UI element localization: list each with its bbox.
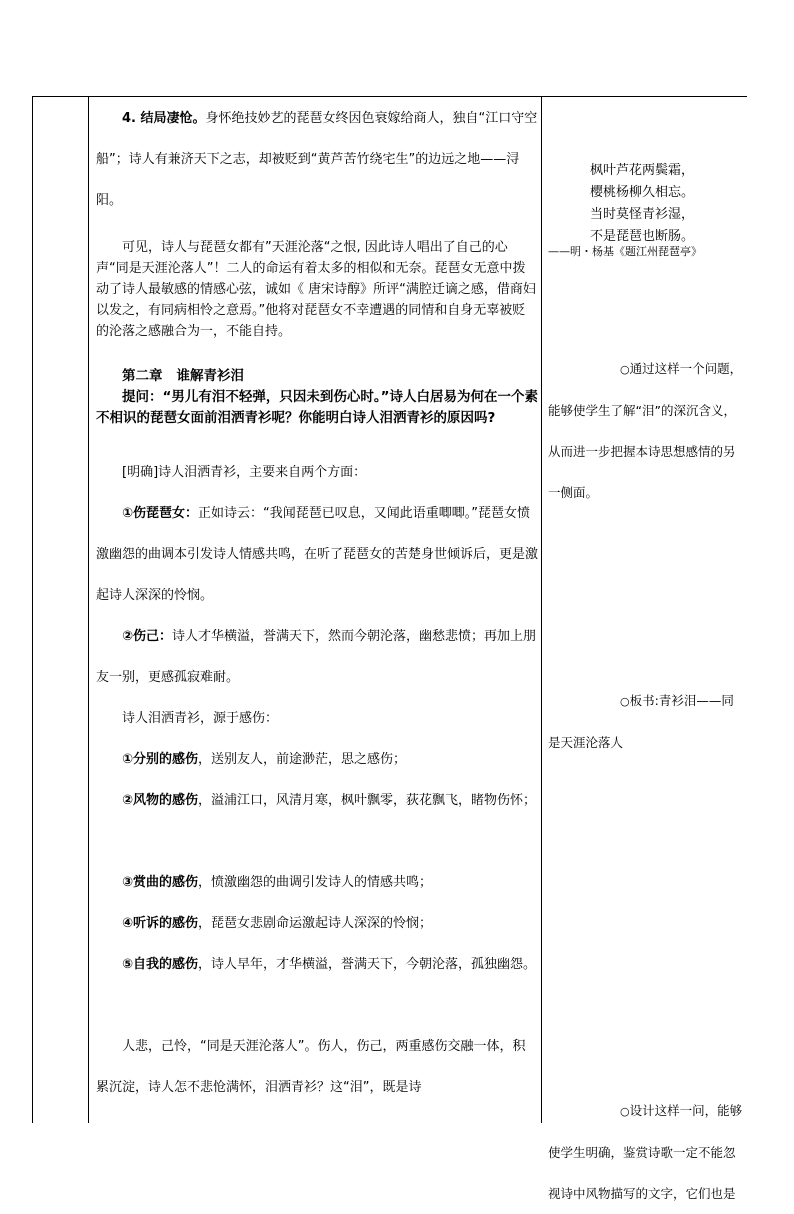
- point-2-body: 诗人才华横溢，誉满天下，然而今朝沦落，幽愁悲愤；再加上朋友一别，更感孤寂难耐。: [96, 629, 537, 685]
- poem-line-3: 当时莫怪青衫湿，: [590, 207, 695, 222]
- feeling-2-heading: ②风物的感伤: [122, 793, 199, 808]
- circle-bullet-icon: ○: [620, 695, 630, 708]
- point-1-paragraph: [96, 493, 538, 616]
- feeling-item-2: [96, 780, 538, 821]
- section-4-paragraph: [96, 98, 538, 221]
- side-note-3-text: 设计这样一问，能够使学生明确，鉴赏诗歌一定不能忽视诗中风物描写的文字，它们也是: [548, 1103, 743, 1201]
- table-top-border: [32, 96, 747, 97]
- chapter-heading: [122, 366, 244, 387]
- chapter-number: 第二章: [122, 368, 163, 384]
- feeling-5-body: ，诗人早年，才华横溢，誉满天下，今朝沦落，孤独幽怨。: [198, 957, 537, 972]
- side-note-1-text: 通过这样一个问题，能够使学生了解“泪”的深沉含义，从而进一步把握本诗思想感情的另一侧面。: [548, 361, 743, 500]
- feeling-2-body: ，溢浦江口，风清月寒，枫叶飘零，荻花飘飞，睹物伤怀；: [198, 793, 537, 808]
- point-2-paragraph: [96, 616, 538, 698]
- poem-line-4: 不是琵琶也断肠。: [590, 229, 695, 244]
- section-4-body: 身怀绝技妙艺的琵琶女终因色衰嫁给商人，独自“江口守空船”；诗人有兼济天下之志，却被贬到“黄芦苦竹绕宅生”的边远之地——浔阳。: [96, 111, 538, 208]
- feeling-item-1: [96, 739, 538, 780]
- point-1-body: 正如诗云：“我闻琵琶已叹息，又闻此语重唧唧。”琵琶女愤激幽怨的曲调本引发诗人情感共鸣，在听了琵琶女的苦楚身世倾诉后，更是激起诗人深深的怜悯。: [96, 506, 539, 603]
- feeling-item-3: [96, 862, 538, 903]
- side-note-1: [548, 348, 743, 513]
- point-1-heading: ①伤琵琶女：: [122, 506, 199, 521]
- chapter-title: 谁解青衫泪: [176, 368, 244, 384]
- question-paragraph: 提问：“男儿有泪不轻弹，只因未到伤心时。”诗人白居易为何在一个素不相识的琵琶女面前泪洒青衫呢？你能明白诗人泪洒青衫的原因吗?: [96, 389, 538, 426]
- feeling-1-heading: ①分别的感伤: [122, 752, 199, 767]
- source-intro: 诗人泪洒青衫，源于感伤：: [122, 711, 279, 726]
- section-4-heading: 4. 结局凄怆。: [122, 111, 206, 126]
- table-left-border: [32, 96, 33, 1123]
- feeling-3-body: ，愤激幽怨的曲调引发诗人的情感共鸣；: [198, 875, 433, 890]
- quoted-poem: [590, 160, 746, 248]
- answer-intro: [明确]诗人泪洒青衫，主要来自两个方面：: [122, 465, 367, 480]
- poem-line-1: 枫叶芦花两鬓霜，: [590, 163, 695, 178]
- feeling-item-4: [96, 903, 538, 944]
- table-column-divider-1: [88, 96, 89, 1123]
- feeling-1-body: ，送别友人，前途渺茫，思之感伤；: [198, 752, 407, 767]
- feeling-5-heading: ⑤自我的感伤: [122, 957, 199, 972]
- closing-paragraph: 人悲，己怜，“同是天涯沦落人”。伤人，伤己，两重感伤交融一体，积累沉淀，诗人怎不悲怆满怀，泪洒青衫？这“泪”，既是诗: [96, 1039, 526, 1095]
- side-note-2-text: 板书:青衫泪——同是天涯沦落人: [548, 693, 734, 750]
- feeling-3-heading: ③赏曲的感伤: [122, 875, 199, 890]
- feeling-item-5: [96, 944, 538, 985]
- table-column-divider-2: [541, 96, 542, 1123]
- circle-bullet-icon: ○: [620, 1105, 630, 1118]
- point-2-heading: ②伤己：: [122, 629, 173, 644]
- feeling-4-body: ，琵琶女悲剧命运激起诗人深深的怜悯；: [198, 916, 433, 931]
- feeling-4-heading: ④听诉的感伤: [122, 916, 199, 931]
- poem-line-2: 樱桃杨柳久相忘。: [590, 185, 695, 200]
- side-note-3: [548, 1090, 743, 1214]
- summary-paragraph: 可见，诗人与琵琶女都有”天涯沦落“之恨, 因此诗人唱出了自己的心声“同是天涯沦落人”！二人的命运有着太多的相似和无奈。琵琶女无意中拨动了诗人最敏感的情感心弦，诚如《 唐宋诗醇》所评“满腔迁谪之感，借商妇以发之，有同病相怜之意焉。”他将对琵琶女不幸遭遇的同情和自身无辜被贬的沦落之感融合为一，不能自持。: [96, 240, 536, 339]
- poem-source: ——明・杨基《题江州琵琶亭》: [548, 245, 702, 258]
- circle-bullet-icon: ○: [620, 363, 630, 376]
- side-note-2: [548, 680, 743, 763]
